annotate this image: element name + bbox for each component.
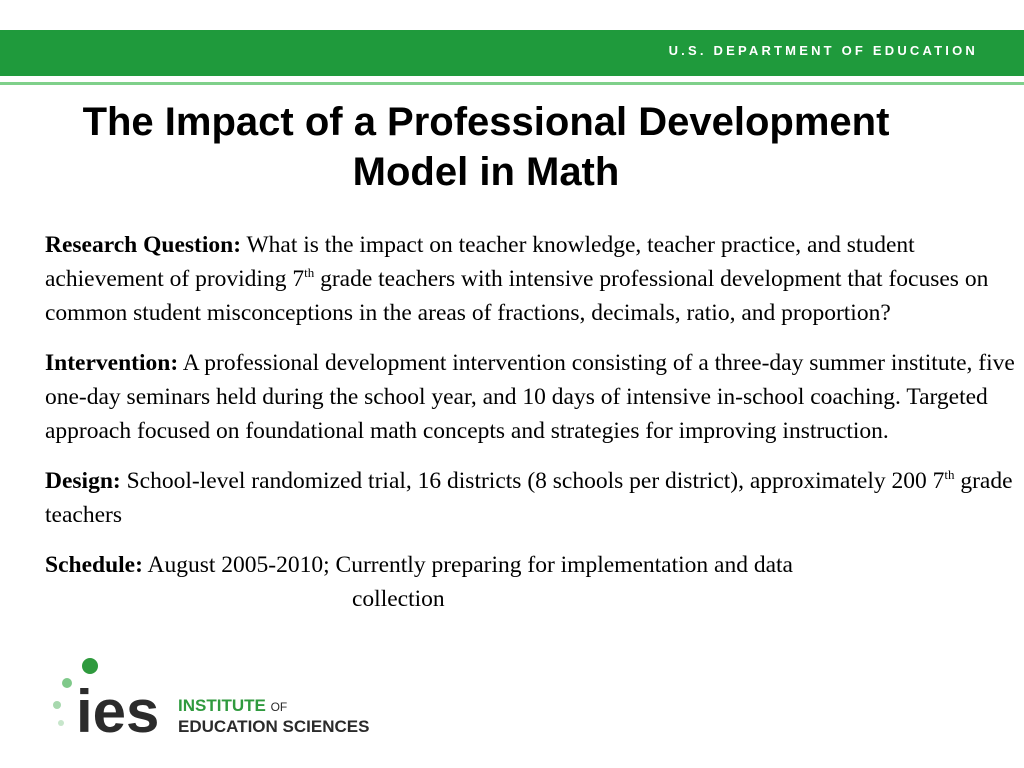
logo-line-1: INSTITUTE bbox=[178, 696, 266, 715]
intervention-text: A professional development intervention consisting of a three-day summer institute, five one-day seminars held during the school year, and 10 days of intensive in-school coaching. Targeted approach focused on foundational math concepts and strategies for improving instruction. bbox=[45, 350, 1015, 444]
research-question-superscript: th bbox=[304, 265, 315, 281]
logo-dot-medium bbox=[62, 678, 72, 688]
logo-dot-tiny bbox=[58, 720, 64, 726]
intervention-label: Intervention: bbox=[45, 350, 179, 376]
schedule-text-continued: collection bbox=[352, 586, 445, 612]
header-divider bbox=[0, 82, 1024, 85]
schedule-text: August 2005-2010; Currently preparing for implementation and data bbox=[142, 552, 793, 578]
title-line-2: Model in Math bbox=[352, 150, 620, 194]
research-question-text-2: grade teachers with intensive professional development that focuses on common student misconceptions in the areas of fractions, decimals, ratio, and proportion? bbox=[45, 266, 989, 326]
logo-dot-small bbox=[53, 701, 61, 709]
ies-logo-mark bbox=[48, 656, 178, 742]
logo-line-1-of: OF bbox=[270, 700, 288, 714]
schedule-label: Schedule: bbox=[45, 552, 143, 578]
design-paragraph bbox=[45, 464, 1015, 532]
research-question-text-1: What is the impact on teacher knowledge, teacher practice, and student achievement of providing 7 bbox=[45, 232, 915, 292]
agency-name: U.S. DEPARTMENT OF EDUCATION bbox=[668, 43, 978, 58]
logo-wordmark: ies bbox=[76, 678, 160, 742]
intervention-paragraph bbox=[45, 346, 1015, 448]
design-label: Design: bbox=[45, 468, 121, 494]
research-question-label: Research Question: bbox=[45, 232, 242, 258]
design-text-1: School-level randomized trial, 16 districts (8 schools per district), approximately 200 7 bbox=[120, 468, 945, 494]
ies-logo bbox=[48, 656, 378, 742]
logo-line-2: EDUCATION SCIENCES bbox=[178, 717, 370, 736]
slide-title bbox=[0, 97, 972, 197]
design-text-2: grade teachers bbox=[45, 468, 1013, 528]
logo-dot-large bbox=[82, 658, 98, 674]
research-question-paragraph bbox=[45, 228, 1015, 330]
schedule-paragraph bbox=[45, 548, 1015, 616]
title-line-1: The Impact of a Professional Development bbox=[82, 100, 890, 144]
design-superscript: th bbox=[944, 467, 955, 483]
slide-body bbox=[45, 228, 1015, 632]
logo-caption bbox=[178, 696, 369, 736]
